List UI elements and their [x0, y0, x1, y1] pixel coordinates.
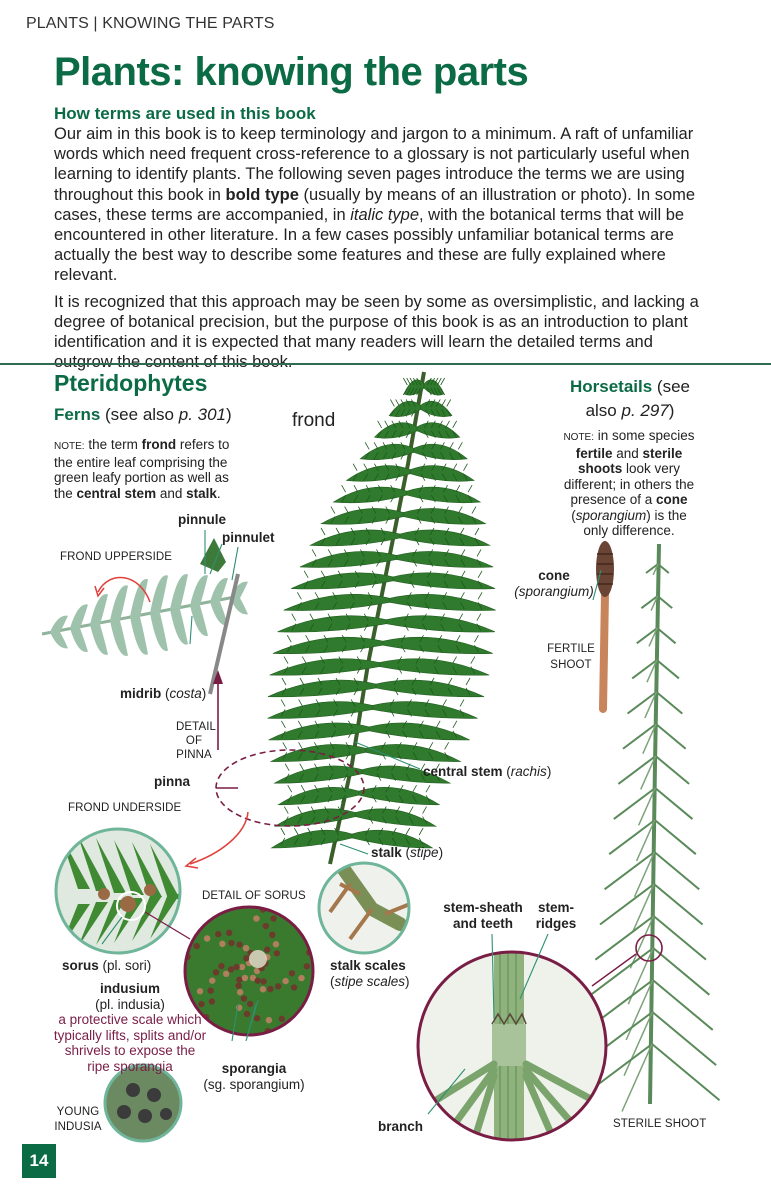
- indusium-label: indusium (pl. indusia) a protective scale which typically lifts, splits and/or shrivels to expose the ripe sporangia: [53, 981, 207, 1074]
- frond-underside-label: FROND UNDERSIDE: [68, 802, 182, 814]
- young-indusia-label: YOUNG INDUSIA: [54, 1106, 102, 1133]
- stalk-scales-image: [319, 863, 410, 953]
- intro-heading: How terms are used in this book: [54, 104, 316, 123]
- fertile-shoot-image: [596, 541, 614, 709]
- intro-paragraph-2: It is recognized that this approach may be seen by some as oversimplistic, and lacking a degree of botanical precision, but the purpose of this book is as an introduction to plant identification and it is expected that many readers will learn the detailed terms and: [54, 292, 699, 352]
- intro-section: [54, 104, 714, 378]
- young-indusia-image: [105, 1065, 181, 1141]
- page-number: 14: [22, 1144, 56, 1178]
- detail-of-sorus-label: DETAIL OF SORUS: [202, 890, 306, 902]
- pinnule-label: pinnule: [178, 512, 226, 527]
- detail-of-pinna-label: DETAIL OF PINNA: [176, 721, 217, 761]
- ferns-note: NOTE: the term frond refers to the entire leaf comprising the green leafy portion as well as the central stem and stalk.: [54, 437, 230, 501]
- branch-label: branch: [378, 1119, 424, 1134]
- pteridophytes-heading: Pteridophytes: [54, 370, 208, 396]
- stalk-scales-label: stalk scales (stipe scales): [330, 958, 410, 989]
- fern-frond-image: [268, 372, 496, 864]
- stem-sheath-label: stem-sheath and teeth: [443, 900, 523, 931]
- page-title: Plants: knowing the parts: [54, 50, 529, 94]
- cone-label: cone (sporangium): [514, 568, 594, 599]
- ferns-heading: Ferns (see also p. 301): [54, 405, 232, 424]
- pinnulet-label: pinnulet: [222, 530, 275, 545]
- frond-upperside-label: FROND UPPERSIDE: [60, 551, 173, 563]
- sorus-label: sorus (pl. sori): [62, 958, 152, 973]
- frond-underside-image: [56, 829, 198, 953]
- stalk-label: stalk (stipe): [371, 845, 444, 860]
- midrib-label: midrib (costa): [120, 686, 207, 701]
- horsetails-note: NOTE: in some species fertile and sterile shoots look very different; in others the presence of a cone (sporangium) is the only difference.: [563, 428, 695, 538]
- horsetails-heading: Horsetails (see also p. 297): [570, 377, 690, 420]
- stem-ridges-label: stem- ridges: [535, 900, 577, 931]
- intro-paragraph-1: Our aim in this book is to keep terminology and jargon to a minimum. A raft of unfamiliar words which need frequent cross-reference to a glossary is not particularly useful when learning to identify plants. The following seven pages introduce the terms we are using throughout this book in bold type (usually by means of an illustration or photo). In some cases, these terms are accompanied, in italic type, with the botanical terms that will be encountered in other literature. In a few cases possibly unfamiliar botanical terms are actually the best way to describe some features and these are fully explained where relevant.: [54, 125, 696, 285]
- running-head: PLANTS | KNOWING THE PARTS: [26, 15, 275, 32]
- sporangia-label: sporangia (sg. sporangium): [203, 1061, 305, 1092]
- fertile-shoot-label: FERTILE SHOOT: [547, 643, 595, 671]
- frond-label: frond: [292, 410, 336, 431]
- sterile-shoot-label: STERILE SHOOT: [613, 1118, 707, 1130]
- pinna-label: pinna: [154, 774, 190, 789]
- central-stem-label: central stem (rachis): [423, 764, 552, 779]
- stem-sheath-detail-image: [418, 950, 606, 1154]
